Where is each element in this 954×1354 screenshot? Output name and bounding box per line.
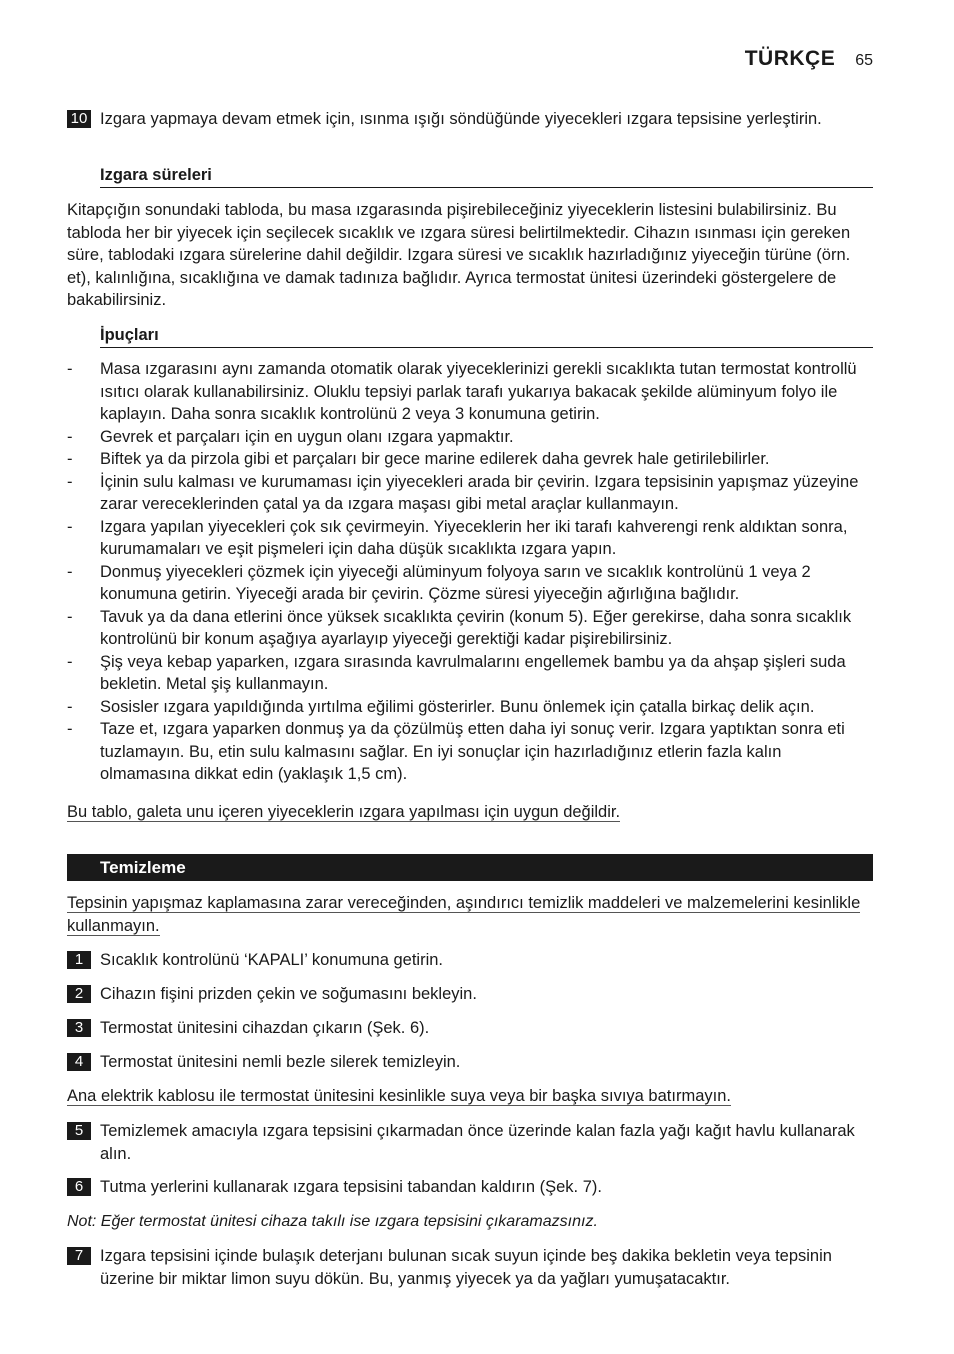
step-7 <box>67 1245 873 1290</box>
section-title: Temizleme <box>100 858 186 877</box>
step-text: Izgara yapmaya devam etmek için, ısınma ışığı söndüğünde yiyecekleri ızgara tepsisine yerleştirin. <box>100 110 822 128</box>
step-5 <box>67 1120 873 1165</box>
step-text: Temizlemek amacıyla ızgara tepsisini çıkarmadan önce üzerinde kalan fazla yağı kağıt havlu kullanarak alın. <box>100 1122 855 1163</box>
grill-times-heading: Izgara süreleri <box>100 165 873 188</box>
list-item: - Taze et, ızgara yaparken donmuş ya da çözülmüş etten daha iyi sonuç verir. Izgara yaptıktan sonra eti tuzlamayın. Bu, etin sulu kalmasını sağlar. En iyi sonuçlar için hazırladığınız etlerin fazla kalın olmamasına dikkat edin (yaklaşık 1,5 cm). <box>67 718 873 786</box>
step-number: 6 <box>67 1178 91 1196</box>
page-header <box>745 47 873 71</box>
list-item: - Izgara yapılan yiyecekleri çok sık çevirmeyin. Yiyeceklerin her iki tarafı kahverengi renk aldıktan sonra, kurumamaları ve eşit pişmeleri için daha düşük sıcaklıkta ızgara yapın. <box>67 516 873 561</box>
list-item: - Donmuş yiyecekleri çözmek için yiyeceği alüminyum folyoya sarın ve sıcaklık kontrolünü 1 veya 2 konumuna getirin. Yiyeceği arada bir çevirin. Çözme süresi yiyeceğin ağırlığına bağlıdır. <box>67 561 873 606</box>
warning-text: Tepsinin yapışmaz kaplamasına zarar vereceğinden, aşındırıcı temizlik maddeleri ve malzemelerini kesinlikle kullanmayın. <box>67 894 861 935</box>
list-item: - Şiş veya kebap yaparken, ızgara sırasında kavrulmalarını engellemek bambu ya da ahşap şişleri suda bekletin. Metal şiş kullanmayın. <box>67 651 873 696</box>
step-text: Izgara tepsisini içinde bulaşık deterjanı bulunan sıcak suyun içinde beş dakika bekletin veya tepsinin üzerine bir miktar limon suyu dökün. Bu, yanmış yiyecek ya da yağları yumuşatacaktır. <box>100 1247 832 1288</box>
step-text: Tutma yerlerini kullanarak ızgara tepsisini tabandan kaldırın (Şek. 7). <box>100 1178 602 1196</box>
abrasive-warning <box>67 892 873 937</box>
grill-times-body: Kitapçığın sonundaki tabloda, bu masa ızgarasında pişirebileceğiniz yiyeceklerin listesini bulabilirsiniz. Bu tabloda her bir yiyecek için seçilecek sıcaklık ve ızgara süresi belirtilmektedir. Cihazın ısınması için gereken süre, tablodaki ızgara sürelerine dahil değildir. Izgara süresi ve sıcaklık hazırladığınız yiyeceğin türüne (örn. et), kalınlığına, sıcaklığına ve damak tadınıza bağlıdır. Ayrıca termostat ünitesi üzerindeki göstergelere de bakabilirsiniz. <box>67 201 851 309</box>
step-number: 7 <box>67 1247 91 1265</box>
step-number: 3 <box>67 1019 91 1037</box>
step-text: Termostat ünitesini cihazdan çıkarın (Şek. 6). <box>100 1019 430 1037</box>
list-item: - Masa ızgarasını aynı zamanda otomatik olarak yiyeceklerinizi gerekli sıcaklıkta tutan termostat kontrollü ısıtıcı olarak kullanabilirsiniz. Oluklu tepsiyi parlak tarafı yukarıya bakacak şekilde alüminyum folyo ile kaplayın. Daha sonra sıcaklık kontrolünü 2 veya 3 konumuna getirin. <box>67 358 873 426</box>
step-4 <box>67 1051 873 1074</box>
note-text: Not: Eğer termostat ünitesi cihaza takılı ise ızgara tepsisini çıkaramazsınız. <box>67 1213 598 1230</box>
language-label: TÜRKÇE <box>744 47 836 70</box>
step-number: 2 <box>67 985 91 1003</box>
step-text: Sıcaklık kontrolünü ‘KAPALI’ konumuna getirin. <box>100 951 444 969</box>
breadcrumb-warning <box>67 801 620 824</box>
list-item: - Sosisler ızgara yapıldığında yırtılma eğilimi gösterirler. Bunu önlemek için çatalla birkaç delik açın. <box>67 696 873 719</box>
page-number: 65 <box>855 52 873 69</box>
step-2 <box>67 983 873 1006</box>
list-item: - Gevrek et parçaları için en uygun olanı ızgara yapmaktır. <box>67 426 873 449</box>
cleaning-section-bar <box>67 854 873 881</box>
step-number: 1 <box>67 951 91 969</box>
warning-text: Bu tablo, galeta unu içeren yiyeceklerin ızgara yapılması için uygun değildir. <box>67 803 621 821</box>
step-3 <box>67 1017 873 1040</box>
step-number: 10 <box>67 110 91 128</box>
list-item: - İçinin sulu kalması ve kurumaması için yiyecekleri arada bir çevirin. Izgara tepsisinin yapışmaz yüzeyine zarar vereceklerinden çatal ya da ızgara maşası gibi metal araçlar kullanmayın. <box>67 471 873 516</box>
step-10 <box>67 108 873 131</box>
step-number: 5 <box>67 1122 91 1140</box>
list-item: - Tavuk ya da dana etlerini önce yüksek sıcaklıkta çevirin (konum 5). Eğer gerekirse, daha sonra sıcaklık kontrolünü bir konum aşağıya ayarlayıp yiyeceği gerektiği kadar pişirebilirsiniz. <box>67 606 873 651</box>
step-text: Cihazın fişini prizden çekin ve soğumasını bekleyin. <box>100 985 477 1003</box>
warning-text: Ana elektrik kablosu ile termostat ünitesini kesinlikle suya veya bir başka sıvıya batırmayın. <box>67 1087 731 1105</box>
tips-heading: İpuçları <box>100 325 873 348</box>
step-6 <box>67 1176 873 1199</box>
tips-list <box>67 358 873 786</box>
step-number: 4 <box>67 1053 91 1071</box>
step-1 <box>67 949 873 972</box>
step-text: Termostat ünitesini nemli bezle silerek temizleyin. <box>100 1053 461 1071</box>
water-warning <box>67 1085 731 1108</box>
list-item: - Biftek ya da pirzola gibi et parçaları bir gece marine edilerek daha gevrek hale getirilebilirler. <box>67 448 873 471</box>
